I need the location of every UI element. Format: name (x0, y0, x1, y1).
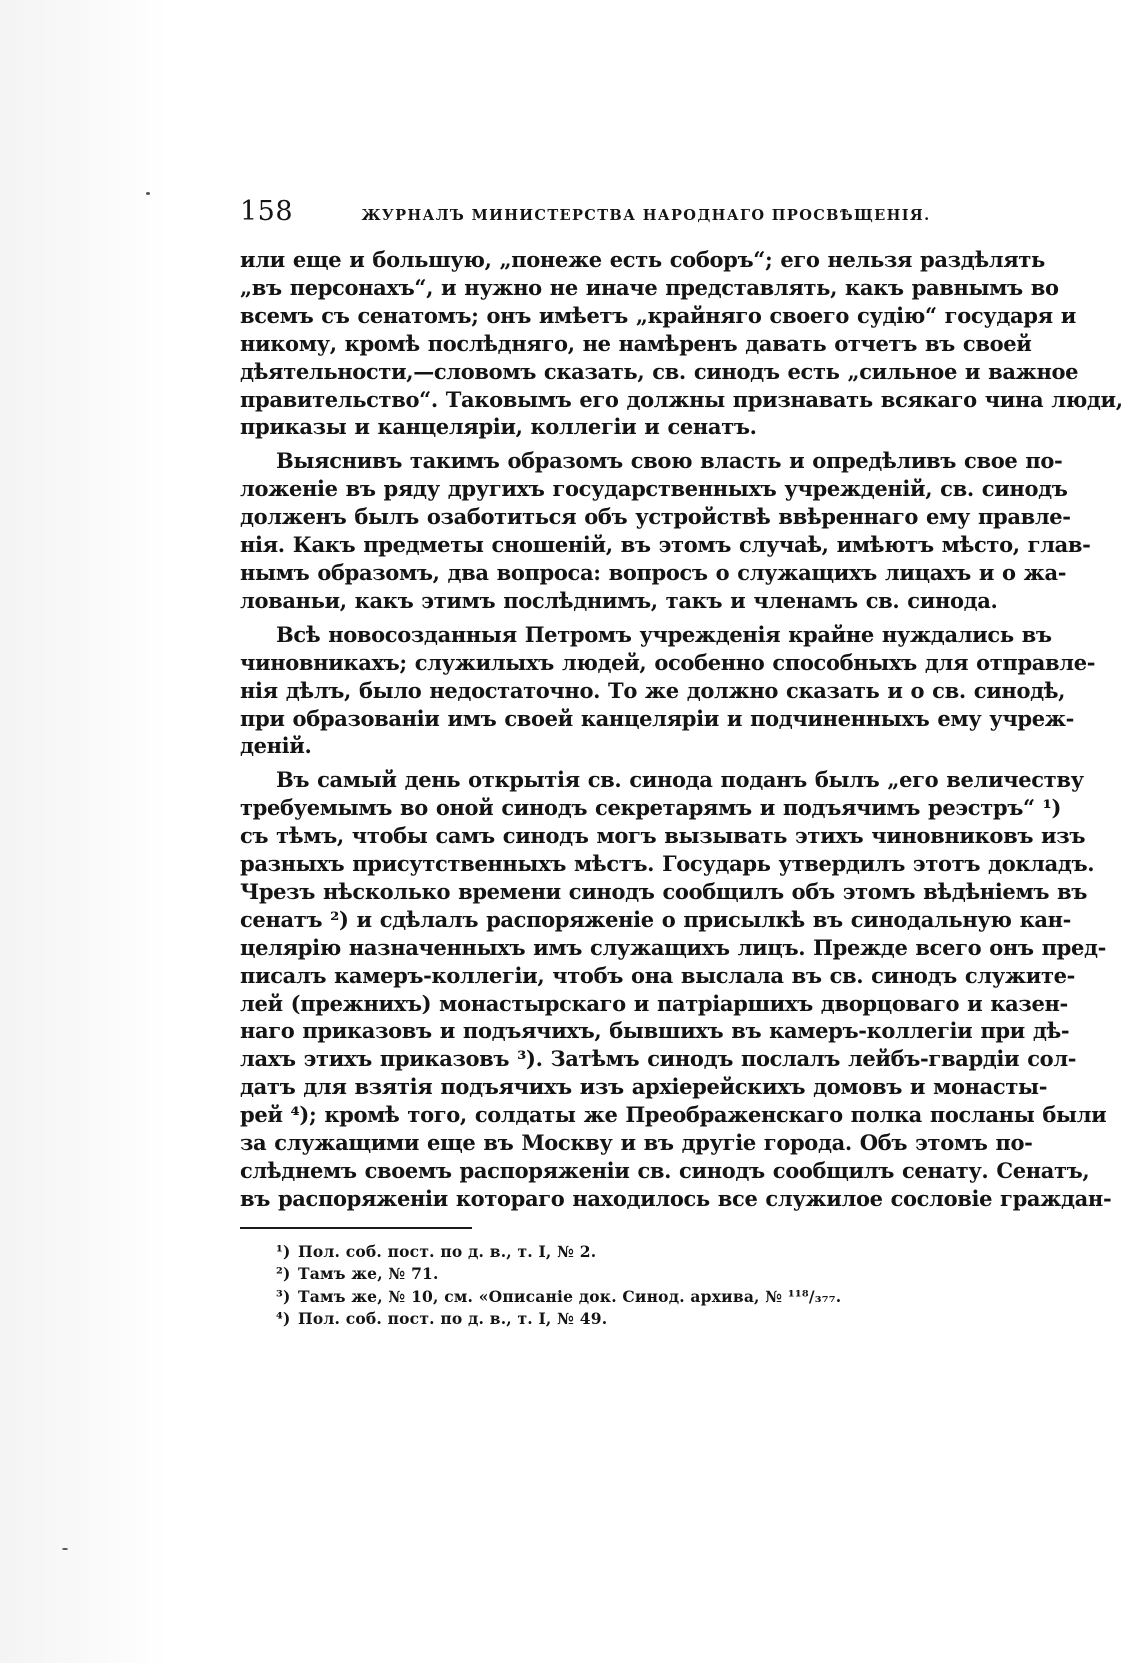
text-line: разныхъ присутственныхъ мѣстъ. Государь утвердилъ этотъ докладъ. (240, 851, 1095, 877)
page-header (240, 196, 990, 232)
text-line: „въ персонахъ“, и нужно не иначе представлять, какъ равнымъ во (240, 274, 1059, 300)
text-line: нымъ образомъ, два вопроса: вопросъ о служащихъ лицахъ и о жа- (240, 559, 1067, 585)
text-line: всемъ съ сенатомъ; онъ имѣетъ „крайняго своего судію“ государя и (240, 302, 1076, 328)
text-line: лей (прежнихъ) монастырскаго и патріаршихъ дворцоваго и казен- (240, 990, 1068, 1016)
footnote (276, 1286, 990, 1309)
scan-page-edge (0, 0, 168, 1663)
text-line: требуемымъ во оной синодъ секретарямъ и подъячимъ реэстръ“ ¹) (240, 795, 1062, 821)
paragraph (240, 246, 1123, 441)
footnotes (276, 1241, 990, 1331)
text-line: Выяснивъ такимъ образомъ свою власть и опредѣливъ свое по- (276, 448, 1063, 474)
text-line: слѣднемъ своемъ распоряженіи св. синодъ сообщилъ сенату. Сенатъ, (240, 1158, 1090, 1183)
text-line: Въ самый день открытія св. синода поданъ былъ „его величеству (276, 767, 1084, 793)
text-line: Всѣ новосозданныя Петромъ учрежденія крайне нуждались въ (276, 621, 1052, 647)
text-line: съ тѣмъ, чтобы самъ синодъ могъ вызывать этихъ чиновниковъ изъ (240, 823, 1086, 849)
footnote-mark: ³) (276, 1286, 291, 1306)
paragraph (240, 447, 1091, 614)
text-line: целярію назначенныхъ имъ служащихъ лицъ. Прежде всего онъ пред- (240, 934, 1107, 960)
footnote-text: Тамъ же, № 10, см. «Описаніе док. Синод. архива, № ¹¹⁸/₃₇₇. (298, 1286, 842, 1306)
text-line: нія. Какъ предметы сношеній, въ этомъ случаѣ, имѣютъ мѣсто, глав- (240, 532, 1091, 558)
scan-speck (146, 192, 150, 195)
footnote-mark: ²) (276, 1264, 291, 1284)
text-line: Чрезъ нѣсколько времени синодъ сообщилъ объ этомъ вѣдѣніемъ въ (240, 878, 1088, 904)
page-number: 158 (240, 196, 294, 227)
footnote-text: Пол. соб. пост. по д. в., т. I, № 49. (298, 1309, 608, 1329)
text-line: писалъ камеръ-коллегіи, чтобъ она выслала въ св. синодъ служите- (240, 962, 1075, 988)
running-head: ЖУРНАЛЪ МИНИСТЕРСТВА НАРОДНАГО ПРОСВѢЩЕНІЯ. (361, 206, 931, 224)
paragraph (240, 621, 1096, 761)
text-line: долженъ былъ озаботиться объ устройствѣ ввѣреннаго ему правле- (240, 504, 1071, 530)
text-line: нія дѣлъ, было недостаточно. То же должно сказать и о св. синодѣ, (240, 677, 1066, 703)
footnote-mark: ¹) (276, 1241, 291, 1261)
text-line: рей ⁴); кромѣ того, солдаты же Преображенскаго полка посланы были (240, 1102, 1107, 1128)
footnote-text: Пол. соб. пост. по д. в., т. I, № 2. (298, 1241, 597, 1261)
text-line: дѣятельности,—словомъ сказать, св. синодъ есть „сильное и важное (240, 358, 1079, 384)
text-line: въ распоряженіи котораго находилось все служилое сословіе граждан- (240, 1185, 1112, 1211)
footnote-text: Тамъ же, № 71. (298, 1264, 439, 1284)
footnote (276, 1241, 990, 1264)
text-line: при образованіи имъ своей канцеляріи и подчиненныхъ ему учреж- (240, 705, 1074, 731)
scan-speck (62, 1548, 68, 1550)
footnote (276, 1263, 990, 1286)
footnote (276, 1308, 990, 1331)
text-line: никому, кромѣ послѣдняго, не намѣренъ давать отчетъ въ своей (240, 330, 1032, 356)
text-line: лованьи, какъ этимъ послѣднимъ, такъ и членамъ св. синода. (240, 587, 998, 613)
text-line: датъ для взятія подъячихъ изъ архіерейскихъ домовъ и монасты- (240, 1074, 1048, 1100)
paragraph (240, 766, 1112, 1213)
text-line: лахъ этихъ приказовъ ³). Затѣмъ синодъ послалъ лейбъ-гвардіи сол- (240, 1046, 1077, 1072)
text-line: ложеніе въ ряду другихъ государственныхъ учрежденій, св. синодъ (240, 476, 1068, 502)
text-line: за служащими еще въ Москву и въ другіе города. Объ этомъ по- (240, 1130, 1033, 1156)
text-line: или еще и большую, „понеже есть соборъ“; его нельзя раздѣлять (240, 247, 1045, 272)
footnote-rule (240, 1227, 472, 1229)
body-text (240, 246, 1123, 1213)
book-page (240, 196, 1123, 1331)
text-line: чиновникахъ; служилыхъ людей, особенно способныхъ для отправле- (240, 649, 1096, 675)
text-line: правительство“. Таковымъ его должны признавать всякаго чина люди, (240, 386, 1123, 412)
text-line: сенатъ ²) и сдѣлалъ распоряженіе о присылкѣ въ синодальную кан- (240, 906, 1072, 932)
text-line: деній. (240, 733, 312, 759)
footnote-mark: ⁴) (276, 1309, 291, 1329)
text-line: приказы и канцеляріи, коллегіи и сенатъ. (240, 414, 757, 440)
text-line: наго приказовъ и подъячихъ, бывшихъ въ камеръ-коллегіи при дѣ- (240, 1018, 1070, 1044)
